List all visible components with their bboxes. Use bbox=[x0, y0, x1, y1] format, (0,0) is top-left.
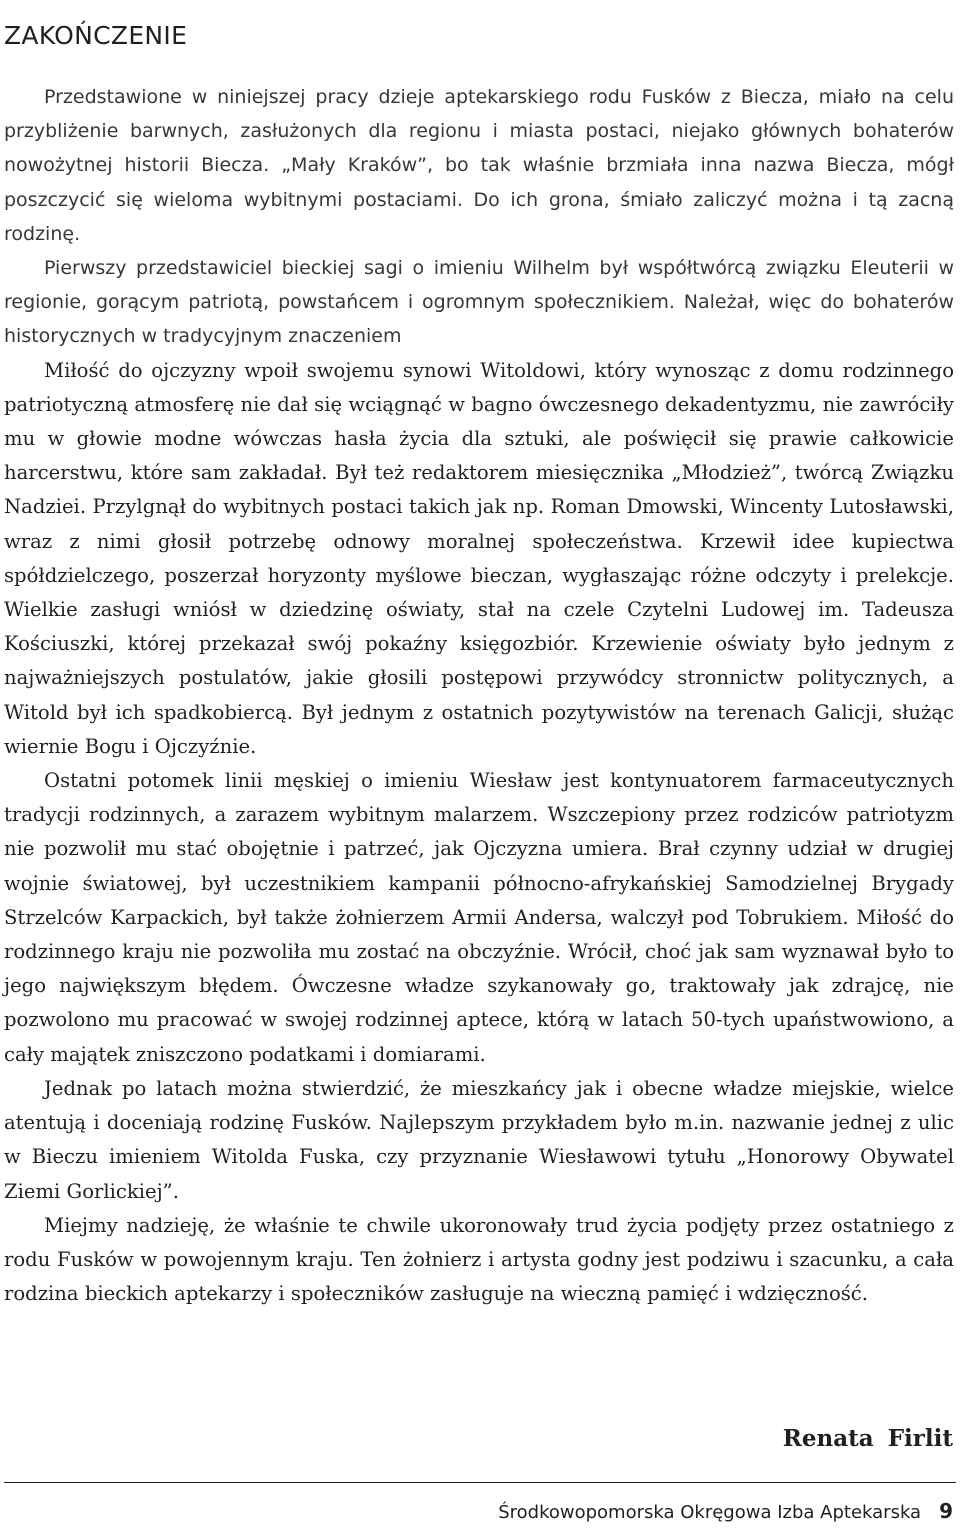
paragraph-intro: Przedstawione w niniejszej pracy dzieje aptekarskiego rodu Fusków z Biecza, miało na celu przybliżenie barwnych, zasłużonych dla regionu i miasta postaci, niejako głównych bohaterów nowożytnej historii Biecza. „Mały Kraków”, bo tak właśnie brzmiała inna nazwa Biecza, mógł poszczycić się wieloma wybitnymi postaciami. Do ich grona, śmiało zaliczyć można i tą zacną rodzinę. bbox=[4, 86, 954, 245]
page-number: 9 bbox=[939, 1499, 953, 1523]
paragraph-witold: Miłość do ojczyzny wpoił swojemu synowi Witoldowi, który wynosząc z domu rodzinnego patriotyczną atmosferę nie dał się wciągnąć w bagno ówczesnego dekadentyzmu, nie zawróciły mu w głowie modne wówczas hasła życia dla sztuki, ale poświęcił się prawie całkowicie harcerstwu, które sam zakładał. Był też redaktorem miesięcznika „Młodzież”, twórcą Związku Nadziei. Przylgnął do wybitnych postaci takich jak np. Roman Dmowski, Wincenty Lutosławski, wraz z nimi głosił potrzebę odnowy moralnej społeczeństwa. Krzewił idee kupiectwa spółdzielczego, poszerzał horyzonty myślowe bieczan, wygłaszając różne odczyty i prelekcje. Wielkie zasługi wniósł w dziedzinę oświaty, stał na czele Czytelni Ludowej im. Tadeusza Kościuszki, której przekazał swój pokaźny księgozbiór. Krzewienie oświaty było jednym z najważniejszych postulatów, jakie głosili postępowi przywódcy stronnictw politycznych, a Witold był ich spadkobiercą. Był jednym z ostatnich pozytywistów na terenach Galicji, służąc wiernie Bogu i Ojczyźnie. bbox=[4, 358, 954, 758]
paragraph-wieslaw: Ostatni potomek linii męskiej o imieniu Wiesław jest kontynuatorem farmaceutycznych tradycji rodzinnych, a zarazem wybitnym malarzem. Wszczepiony przez rodziców patriotyzm nie pozwolił mu stać obojętnie i patrzeć, jak Ojczyzna umiera. Brał czynny udział w drugiej wojnie światowej, był uczestnikiem kampanii północno-afrykańskiej Samodzielnej Brygady Strzelców Karpackich, był także żołnierzem Armii Andersa, walczył pod Tobrukiem. Miłość do rodzinnego kraju nie pozwoliła mu zostać na obczyźnie. Wrócił, choć jak sam wyznawał było to jego największym błędem. Ówczesne władze szykanowały go, traktowały jak zdrajcę, nie pozwolono mu pracować w swojej rodzinnej aptece, którą w latach 50-tych upaństwowiono, a cały majątek zniszczono podatkami i domiarami. bbox=[4, 769, 954, 1066]
page-footer bbox=[498, 1499, 953, 1523]
page-title: ZAKOŃCZENIE bbox=[4, 20, 188, 50]
footer-divider bbox=[4, 1482, 956, 1483]
author-signature: Renata Firlit bbox=[782, 1425, 953, 1452]
paragraph-legacy: Jednak po latach można stwierdzić, że mieszkańcy jak i obecne władze miejskie, wielce atentują i doceniają rodzinę Fusków. Najlepszym przykładem było m.in. nazwanie jednej z ulic w Bieczu imieniem Witolda Fuska, czy przyznanie Wiesławowi tytułu „Honorowy Obywatel Ziemi Gorlickiej”. bbox=[4, 1076, 954, 1203]
footer-publication: Środkowopomorska Okręgowa Izba Aptekarska bbox=[498, 1502, 922, 1523]
article-body bbox=[4, 80, 954, 1311]
paragraph-closing: Miejmy nadzieję, że właśnie te chwile ukoronowały trud życia podjęty przez ostatniego z rodu Fusków w powojennym kraju. Ten żołnierz i artysta godny jest podziwu i szacunku, a cała rodzina bieckich aptekarzy i społeczników zasługuje na wieczną pamięć i wdzięczność. bbox=[4, 1213, 954, 1306]
paragraph-wilhelm: Pierwszy przedstawiciel bieckiej sagi o imieniu Wilhelm był współtwórcą związku Eleuterii w regionie, gorącym patriotą, powstańcem i ogromnym społecznikiem. Należał, więc do bohaterów historycznych w tradycyjnym znaczeniem bbox=[4, 257, 954, 348]
